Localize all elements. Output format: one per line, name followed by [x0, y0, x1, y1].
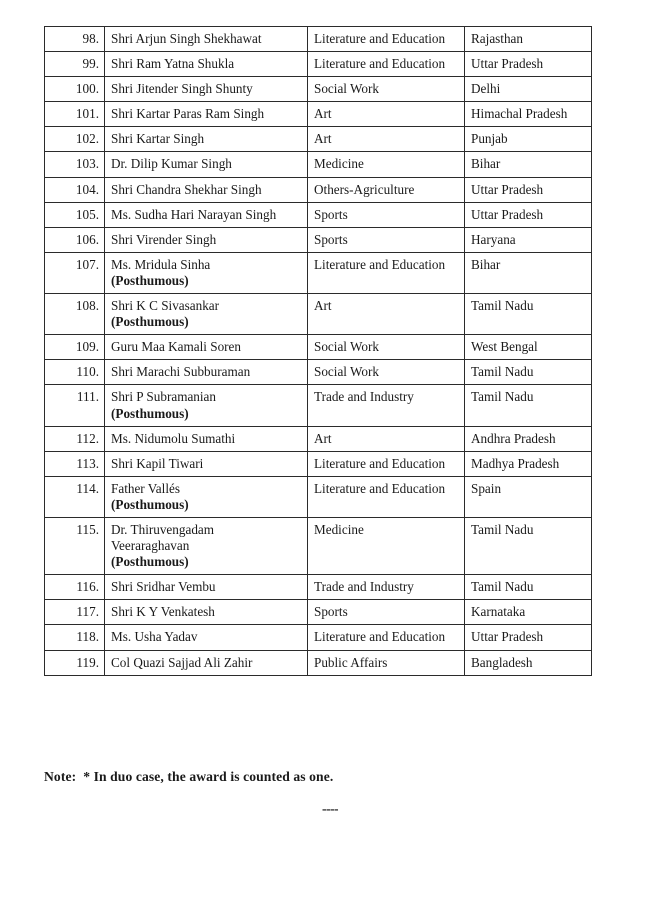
- footnote-text: Note: * In duo case, the award is counted as one.: [44, 769, 334, 784]
- awardee-name-line: Dr. Dilip Kumar Singh: [111, 156, 232, 172]
- awardee-name-line: Shri P Subramanian: [111, 389, 217, 405]
- cell-serial-number: 106.: [45, 227, 105, 252]
- cell-state: Tamil Nadu: [465, 575, 592, 600]
- cell-state: Punjab: [465, 127, 592, 152]
- table-row: [45, 77, 592, 102]
- table-row: [45, 294, 592, 335]
- cell-serial-number: 116.: [45, 575, 105, 600]
- awardee-name-line-2: Veeraraghavan: [111, 538, 190, 554]
- awardee-name-line: Shri Jitender Singh Shunty: [111, 81, 253, 97]
- cell-serial-number: 111.: [45, 385, 105, 426]
- table-row: [45, 476, 592, 517]
- cell-serial-number: 104.: [45, 177, 105, 202]
- cell-serial-number: 108.: [45, 294, 105, 335]
- table-row: [45, 52, 592, 77]
- awardee-name-line: Shri Chandra Shekhar Singh: [111, 181, 262, 197]
- awardee-name-line: Ms. Sudha Hari Narayan Singh: [111, 206, 277, 222]
- cell-state: Haryana: [465, 227, 592, 252]
- table-row: [45, 625, 592, 650]
- awards-table-body: [45, 27, 592, 676]
- cell-field: Literature and Education: [308, 625, 465, 650]
- cell-awardee-name: [105, 102, 308, 127]
- cell-field: Art: [308, 426, 465, 451]
- table-row: [45, 102, 592, 127]
- cell-awardee-name: [105, 252, 308, 293]
- awardee-name-line: Shri Kartar Paras Ram Singh: [111, 106, 265, 122]
- cell-field: Trade and Industry: [308, 385, 465, 426]
- table-row: [45, 385, 592, 426]
- cell-serial-number: 118.: [45, 625, 105, 650]
- table-row: [45, 27, 592, 52]
- cell-serial-number: 98.: [45, 27, 105, 52]
- cell-serial-number: 112.: [45, 426, 105, 451]
- table-row: [45, 451, 592, 476]
- cell-field: Literature and Education: [308, 252, 465, 293]
- cell-awardee-name: [105, 152, 308, 177]
- table-row: [45, 227, 592, 252]
- cell-state: Bangladesh: [465, 650, 592, 675]
- awardee-name-line: Ms. Nidumolu Sumathi: [111, 430, 236, 446]
- cell-field: Literature and Education: [308, 27, 465, 52]
- cell-state: Uttar Pradesh: [465, 177, 592, 202]
- cell-serial-number: 114.: [45, 476, 105, 517]
- cell-state: Uttar Pradesh: [465, 625, 592, 650]
- cell-field: Social Work: [308, 77, 465, 102]
- cell-awardee-name: [105, 52, 308, 77]
- cell-state: Andhra Pradesh: [465, 426, 592, 451]
- cell-state: Uttar Pradesh: [465, 52, 592, 77]
- cell-serial-number: 101.: [45, 102, 105, 127]
- cell-field: Sports: [308, 202, 465, 227]
- cell-serial-number: 119.: [45, 650, 105, 675]
- end-separator: ----: [321, 801, 339, 816]
- cell-field: Literature and Education: [308, 451, 465, 476]
- cell-field: Social Work: [308, 335, 465, 360]
- posthumous-label: (Posthumous): [111, 314, 189, 330]
- awardee-name-line: Father Vallés: [111, 480, 180, 496]
- cell-state: Delhi: [465, 77, 592, 102]
- table-row: [45, 426, 592, 451]
- cell-field: Others-Agriculture: [308, 177, 465, 202]
- cell-state: Tamil Nadu: [465, 294, 592, 335]
- awardee-name-line: Ms. Mridula Sinha: [111, 256, 211, 272]
- cell-state: Rajasthan: [465, 27, 592, 52]
- table-row: [45, 650, 592, 675]
- cell-awardee-name: [105, 294, 308, 335]
- table-row: [45, 575, 592, 600]
- cell-awardee-name: [105, 517, 308, 574]
- cell-field: Sports: [308, 600, 465, 625]
- cell-field: Public Affairs: [308, 650, 465, 675]
- cell-state: West Bengal: [465, 335, 592, 360]
- cell-serial-number: 103.: [45, 152, 105, 177]
- cell-awardee-name: [105, 177, 308, 202]
- cell-awardee-name: [105, 575, 308, 600]
- cell-serial-number: 105.: [45, 202, 105, 227]
- cell-awardee-name: [105, 451, 308, 476]
- cell-awardee-name: [105, 650, 308, 675]
- cell-state: Bihar: [465, 252, 592, 293]
- cell-awardee-name: [105, 476, 308, 517]
- cell-field: Literature and Education: [308, 52, 465, 77]
- awardee-name-line: Shri Sridhar Vembu: [111, 579, 216, 595]
- awardee-name-line: Shri Virender Singh: [111, 231, 217, 247]
- cell-serial-number: 113.: [45, 451, 105, 476]
- cell-state: Himachal Pradesh: [465, 102, 592, 127]
- cell-state: Madhya Pradesh: [465, 451, 592, 476]
- cell-awardee-name: [105, 202, 308, 227]
- table-row: [45, 335, 592, 360]
- cell-awardee-name: [105, 426, 308, 451]
- table-row: [45, 152, 592, 177]
- table-row: [45, 202, 592, 227]
- table-row: [45, 252, 592, 293]
- cell-serial-number: 99.: [45, 52, 105, 77]
- table-row: [45, 600, 592, 625]
- cell-state: Spain: [465, 476, 592, 517]
- cell-serial-number: 110.: [45, 360, 105, 385]
- awardee-name-line: Ms. Usha Yadav: [111, 629, 198, 645]
- cell-state: Tamil Nadu: [465, 517, 592, 574]
- cell-awardee-name: [105, 27, 308, 52]
- cell-serial-number: 117.: [45, 600, 105, 625]
- cell-field: Social Work: [308, 360, 465, 385]
- posthumous-label: (Posthumous): [111, 272, 189, 288]
- cell-field: Literature and Education: [308, 476, 465, 517]
- cell-state: Tamil Nadu: [465, 360, 592, 385]
- cell-field: Art: [308, 102, 465, 127]
- cell-awardee-name: [105, 625, 308, 650]
- cell-serial-number: 109.: [45, 335, 105, 360]
- awards-table: [44, 26, 592, 676]
- cell-serial-number: 107.: [45, 252, 105, 293]
- awardee-name-line: Guru Maa Kamali Soren: [111, 339, 242, 355]
- cell-awardee-name: [105, 335, 308, 360]
- table-row: [45, 360, 592, 385]
- awardee-name-line: Shri K Y Venkatesh: [111, 604, 215, 620]
- posthumous-label: (Posthumous): [111, 496, 189, 512]
- awardee-name-line: Shri Ram Yatna Shukla: [111, 56, 235, 72]
- cell-awardee-name: [105, 127, 308, 152]
- table-row: [45, 517, 592, 574]
- cell-serial-number: 100.: [45, 77, 105, 102]
- cell-field: Sports: [308, 227, 465, 252]
- awardee-name-line: Shri Marachi Subburaman: [111, 364, 251, 380]
- cell-field: Art: [308, 294, 465, 335]
- cell-field: Trade and Industry: [308, 575, 465, 600]
- cell-state: Karnataka: [465, 600, 592, 625]
- awardee-name-line: Col Quazi Sajjad Ali Zahir: [111, 654, 253, 670]
- awardee-name-line: Shri Kartar Singh: [111, 131, 205, 147]
- cell-serial-number: 115.: [45, 517, 105, 574]
- cell-field: Medicine: [308, 152, 465, 177]
- awardee-name-line: Dr. Thiruvengadam: [111, 521, 215, 537]
- awardee-name-line: Shri K C Sivasankar: [111, 298, 220, 314]
- cell-field: Art: [308, 127, 465, 152]
- table-row: [45, 127, 592, 152]
- cell-awardee-name: [105, 600, 308, 625]
- awardee-name-line: Shri Kapil Tiwari: [111, 455, 204, 471]
- table-row: [45, 177, 592, 202]
- cell-field: Medicine: [308, 517, 465, 574]
- cell-awardee-name: [105, 227, 308, 252]
- cell-awardee-name: [105, 385, 308, 426]
- posthumous-label: (Posthumous): [111, 405, 189, 421]
- cell-state: Bihar: [465, 152, 592, 177]
- posthumous-label: (Posthumous): [111, 554, 189, 570]
- cell-serial-number: 102.: [45, 127, 105, 152]
- cell-awardee-name: [105, 360, 308, 385]
- cell-state: Uttar Pradesh: [465, 202, 592, 227]
- cell-state: Tamil Nadu: [465, 385, 592, 426]
- cell-awardee-name: [105, 77, 308, 102]
- awardee-name-line: Shri Arjun Singh Shekhawat: [111, 31, 262, 46]
